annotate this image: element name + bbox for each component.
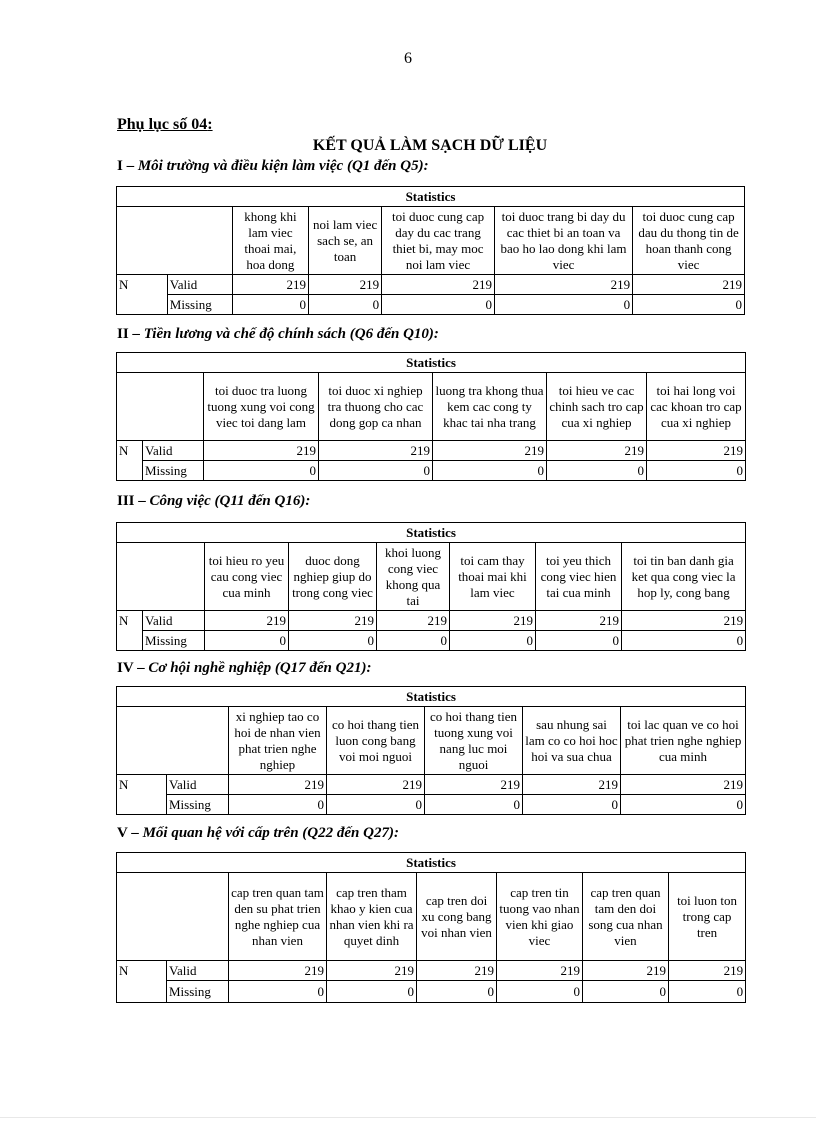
valid-value: 219 <box>647 441 746 461</box>
page-bottom-divider <box>0 1117 816 1118</box>
column-header: toi duoc trang bi day du cac thiet bi an toan va bao ho lao dong khi lam viec <box>494 207 632 275</box>
column-header: cap tren doi xu cong bang voi nhan vien <box>417 873 497 961</box>
missing-value: 0 <box>232 295 308 315</box>
row-label-n: N <box>117 275 168 295</box>
missing-value: 0 <box>433 461 547 481</box>
section-title: Môi trường và điều kiện làm việc (Q1 đến Q5): <box>137 158 429 174</box>
missing-value: 0 <box>417 981 497 1003</box>
missing-value: 0 <box>204 461 319 481</box>
missing-value: 0 <box>327 981 417 1003</box>
valid-value: 219 <box>289 611 377 631</box>
row-label-n: N <box>117 775 167 795</box>
column-header: luong tra khong thua kem cac cong ty khac tai nha trang <box>433 373 547 441</box>
statistics-table-2 <box>116 352 746 481</box>
row-label-missing: Missing <box>167 795 229 815</box>
section-number: II – <box>117 326 144 342</box>
column-header: toi luon ton trong cap tren <box>669 873 746 961</box>
section-title: Công việc (Q11 đến Q16): <box>149 493 311 509</box>
column-header: toi hieu ve cac chinh sach tro cap cua xi nghiep <box>547 373 647 441</box>
statistics-table-5 <box>116 852 746 1003</box>
table-caption: Statistics <box>117 687 746 707</box>
header-blank <box>117 707 167 775</box>
valid-value: 219 <box>204 441 319 461</box>
header-blank <box>117 543 143 611</box>
column-header: xi nghiep tao co hoi de nhan vien phat trien nghe nghiep <box>229 707 327 775</box>
section-number: V – <box>117 825 143 841</box>
column-header: khoi luong cong viec khong qua tai <box>377 543 450 611</box>
valid-value: 219 <box>232 275 308 295</box>
column-header: toi yeu thich cong viec hien tai cua minh <box>536 543 622 611</box>
section-title: Tiền lương và chế độ chính sách (Q6 đến Q10): <box>143 326 439 342</box>
column-header: noi lam viec sach se, an toan <box>309 207 382 275</box>
section-heading-2 <box>117 326 439 343</box>
row-label-missing: Missing <box>167 981 229 1003</box>
missing-value: 0 <box>205 631 289 651</box>
section-heading-1 <box>117 158 429 175</box>
column-header: cap tren tin tuong vao nhan vien khi giao viec <box>497 873 583 961</box>
valid-value: 219 <box>536 611 622 631</box>
valid-value: 219 <box>433 441 547 461</box>
header-blank <box>167 707 229 775</box>
row-label-n: N <box>117 441 143 461</box>
section-title: Mối quan hệ với cấp trên (Q22 đến Q27): <box>142 825 399 841</box>
missing-value: 0 <box>425 795 523 815</box>
row-label-valid: Valid <box>167 961 229 981</box>
column-header: co hoi thang tien tuong xung voi nang luc moi nguoi <box>425 707 523 775</box>
table-caption: Statistics <box>117 523 746 543</box>
column-header: co hoi thang tien luon cong bang voi moi nguoi <box>327 707 425 775</box>
column-header: cap tren quan tam den doi song cua nhan vien <box>583 873 669 961</box>
column-header: toi duoc tra luong tuong xung voi cong viec toi dang lam <box>204 373 319 441</box>
valid-value: 219 <box>621 775 746 795</box>
valid-value: 219 <box>319 441 433 461</box>
header-blank <box>167 873 229 961</box>
row-label-blank <box>117 295 168 315</box>
column-header: cap tren tham khao y kien cua nhan vien khi ra quyet dinh <box>327 873 417 961</box>
valid-value: 219 <box>229 775 327 795</box>
row-label-missing: Missing <box>167 295 232 315</box>
missing-value: 0 <box>633 295 745 315</box>
row-label-blank <box>117 631 143 651</box>
missing-value: 0 <box>547 461 647 481</box>
valid-value: 219 <box>633 275 745 295</box>
table-caption: Statistics <box>117 353 746 373</box>
appendix-colon: : <box>207 116 213 133</box>
header-blank <box>117 373 143 441</box>
column-header: duoc dong nghiep giup do trong cong viec <box>289 543 377 611</box>
valid-value: 219 <box>309 275 382 295</box>
header-blank <box>143 543 205 611</box>
missing-value: 0 <box>494 295 632 315</box>
header-blank <box>167 207 232 275</box>
appendix-label <box>117 116 213 134</box>
valid-value: 219 <box>229 961 327 981</box>
column-header: toi duoc cung cap day du cac trang thiet bi, may moc noi lam viec <box>382 207 495 275</box>
column-header: cap tren quan tam den su phat trien nghe nghiep cua nhan vien <box>229 873 327 961</box>
valid-value: 219 <box>547 441 647 461</box>
valid-value: 219 <box>497 961 583 981</box>
section-number: IV – <box>117 660 149 676</box>
column-header: sau nhung sai lam co co hoi hoc hoi va sua chua <box>523 707 621 775</box>
missing-value: 0 <box>382 295 495 315</box>
row-label-blank <box>117 795 167 815</box>
valid-value: 219 <box>494 275 632 295</box>
missing-value: 0 <box>229 795 327 815</box>
row-label-n: N <box>117 961 167 981</box>
valid-value: 219 <box>523 775 621 795</box>
document-title: KẾT QUẢ LÀM SẠCH DỮ LIỆU <box>312 137 548 154</box>
valid-value: 219 <box>583 961 669 981</box>
page-number: 6 <box>404 50 412 67</box>
missing-value: 0 <box>289 631 377 651</box>
valid-value: 219 <box>205 611 289 631</box>
section-heading-4 <box>117 660 371 677</box>
valid-value: 219 <box>669 961 746 981</box>
column-header: toi lac quan ve co hoi phat trien nghe nghiep cua minh <box>621 707 746 775</box>
row-label-n: N <box>117 611 143 631</box>
missing-value: 0 <box>523 795 621 815</box>
valid-value: 219 <box>327 775 425 795</box>
row-label-missing: Missing <box>143 461 204 481</box>
header-blank <box>143 373 204 441</box>
section-number: III – <box>117 493 150 509</box>
missing-value: 0 <box>669 981 746 1003</box>
missing-value: 0 <box>497 981 583 1003</box>
column-header: khong khi lam viec thoai mai, hoa dong <box>232 207 308 275</box>
section-heading-3 <box>117 493 310 510</box>
column-header: toi duoc cung cap dau du thong tin de hoan thanh cong viec <box>633 207 745 275</box>
row-label-blank <box>117 461 143 481</box>
valid-value: 219 <box>450 611 536 631</box>
valid-value: 219 <box>417 961 497 981</box>
row-label-valid: Valid <box>143 441 204 461</box>
valid-value: 219 <box>425 775 523 795</box>
column-header: toi duoc xi nghiep tra thuong cho cac dong gop ca nhan <box>319 373 433 441</box>
column-header: toi tin ban danh gia ket qua cong viec la hop ly, cong bang <box>622 543 746 611</box>
missing-value: 0 <box>536 631 622 651</box>
missing-value: 0 <box>583 981 669 1003</box>
header-blank <box>117 207 168 275</box>
section-number: I – <box>117 158 138 174</box>
missing-value: 0 <box>450 631 536 651</box>
header-blank <box>117 873 167 961</box>
row-label-valid: Valid <box>167 775 229 795</box>
missing-value: 0 <box>647 461 746 481</box>
table-caption: Statistics <box>117 853 746 873</box>
row-label-missing: Missing <box>143 631 205 651</box>
missing-value: 0 <box>229 981 327 1003</box>
section-heading-5 <box>117 825 399 842</box>
statistics-table-4 <box>116 686 746 815</box>
row-label-blank <box>117 981 167 1003</box>
row-label-valid: Valid <box>167 275 232 295</box>
column-header: toi hai long voi cac khoan tro cap cua xi nghiep <box>647 373 746 441</box>
missing-value: 0 <box>319 461 433 481</box>
row-label-valid: Valid <box>143 611 205 631</box>
statistics-table-1 <box>116 186 745 315</box>
valid-value: 219 <box>622 611 746 631</box>
valid-value: 219 <box>327 961 417 981</box>
appendix-text: Phụ lục số 04 <box>117 116 208 133</box>
missing-value: 0 <box>621 795 746 815</box>
valid-value: 219 <box>382 275 495 295</box>
table-caption: Statistics <box>117 187 745 207</box>
missing-value: 0 <box>309 295 382 315</box>
missing-value: 0 <box>622 631 746 651</box>
missing-value: 0 <box>327 795 425 815</box>
statistics-table-3 <box>116 522 746 651</box>
valid-value: 219 <box>377 611 450 631</box>
column-header: toi hieu ro yeu cau cong viec cua minh <box>205 543 289 611</box>
section-title: Cơ hội nghề nghiệp (Q17 đến Q21): <box>148 660 372 676</box>
missing-value: 0 <box>377 631 450 651</box>
column-header: toi cam thay thoai mai khi lam viec <box>450 543 536 611</box>
